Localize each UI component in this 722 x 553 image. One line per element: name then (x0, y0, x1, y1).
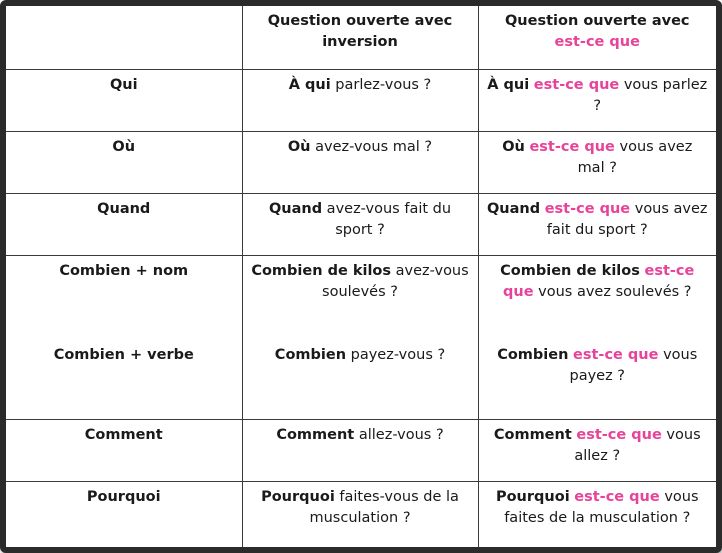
est-ce-que-cell (478, 131, 716, 193)
question-word: Quand (268, 200, 323, 217)
question-word: Pourquoi (261, 488, 335, 505)
header-est-ce-que-line1: Question ouverte avec (504, 13, 690, 29)
row-label: Pourquoi (6, 481, 242, 547)
inversion-example (251, 345, 470, 366)
question-word: À qui (288, 76, 331, 93)
header-cell-empty (6, 6, 242, 69)
header-cell-inversion (242, 6, 478, 69)
header-cell-est-ce-que (478, 6, 716, 69)
question-rest: parlez-vous ? (330, 76, 432, 93)
row-label: Combien + verbe (53, 346, 194, 363)
est-ce-que-highlight: est-ce que (529, 138, 615, 155)
header-est-ce-que-line2: est-ce que (554, 34, 640, 50)
question-rest: vous faites de la musculation ? (504, 488, 699, 526)
table-row (6, 255, 716, 419)
question-rest: allez-vous ? (354, 426, 444, 443)
question-rest: vous allez ? (574, 426, 701, 464)
inversion-cell (242, 481, 478, 547)
est-ce-que-highlight: est-ce que (574, 488, 660, 505)
question-rest: faites-vous de la musculation ? (309, 488, 459, 526)
question-word: Combien de kilos (500, 262, 640, 279)
question-rest: vous avez mal ? (577, 138, 693, 176)
inversion-cell (242, 69, 478, 131)
question-rest: vous payez ? (569, 346, 698, 384)
question-word: Comment (493, 426, 572, 443)
header-row (6, 6, 716, 69)
row-label: Comment (6, 419, 242, 481)
question-rest: avez-vous fait du sport ? (322, 200, 452, 238)
spacer (14, 282, 234, 345)
row-label: Combien + nom (59, 262, 189, 279)
question-word: Quand (486, 200, 541, 217)
spacer (487, 303, 709, 345)
question-rest: payez-vous ? (346, 346, 446, 363)
question-word: Où (287, 138, 311, 155)
question-rest: avez-vous mal ? (310, 138, 433, 155)
question-word: À qui (487, 76, 530, 93)
inversion-cell (242, 419, 478, 481)
question-word: Combien (497, 346, 569, 363)
question-word: Combien (274, 346, 347, 363)
inversion-cell (242, 255, 478, 419)
table-row (6, 481, 716, 547)
row-label: Où (6, 131, 242, 193)
est-ce-que-example (487, 261, 709, 303)
header-inversion-text: Question ouverte avec inversion (267, 13, 453, 50)
est-ce-que-cell (478, 193, 716, 255)
table-row (6, 193, 716, 255)
inversion-cell (242, 193, 478, 255)
question-table (6, 6, 716, 547)
row-label: Quand (6, 193, 242, 255)
table-row (6, 131, 716, 193)
est-ce-que-highlight: est-ce que (576, 426, 662, 443)
question-rest: vous avez soulevés ? (533, 283, 692, 300)
inversion-example (251, 261, 470, 303)
question-word: Comment (276, 426, 355, 443)
table-row (6, 69, 716, 131)
row-label-combien (6, 255, 242, 419)
inversion-cell (242, 131, 478, 193)
table-row (6, 419, 716, 481)
question-rest: vous avez fait du sport ? (546, 200, 708, 238)
est-ce-que-cell (478, 481, 716, 547)
est-ce-que-highlight: est-ce que (544, 200, 631, 217)
est-ce-que-highlight: est-ce que (573, 346, 659, 363)
est-ce-que-highlight: est-ce que (503, 262, 695, 300)
est-ce-que-example (487, 345, 709, 387)
est-ce-que-highlight: est-ce que (533, 76, 620, 93)
spacer (251, 303, 470, 345)
est-ce-que-cell (478, 419, 716, 481)
question-word: Combien de kilos (251, 262, 392, 279)
est-ce-que-cell (478, 255, 716, 419)
question-word: Pourquoi (495, 488, 570, 505)
est-ce-que-cell (478, 69, 716, 131)
question-rest: avez-vous soulevés ? (322, 262, 469, 300)
row-label: Qui (6, 69, 242, 131)
question-rest: vous parlez ? (593, 76, 708, 114)
question-word: Où (502, 138, 525, 155)
